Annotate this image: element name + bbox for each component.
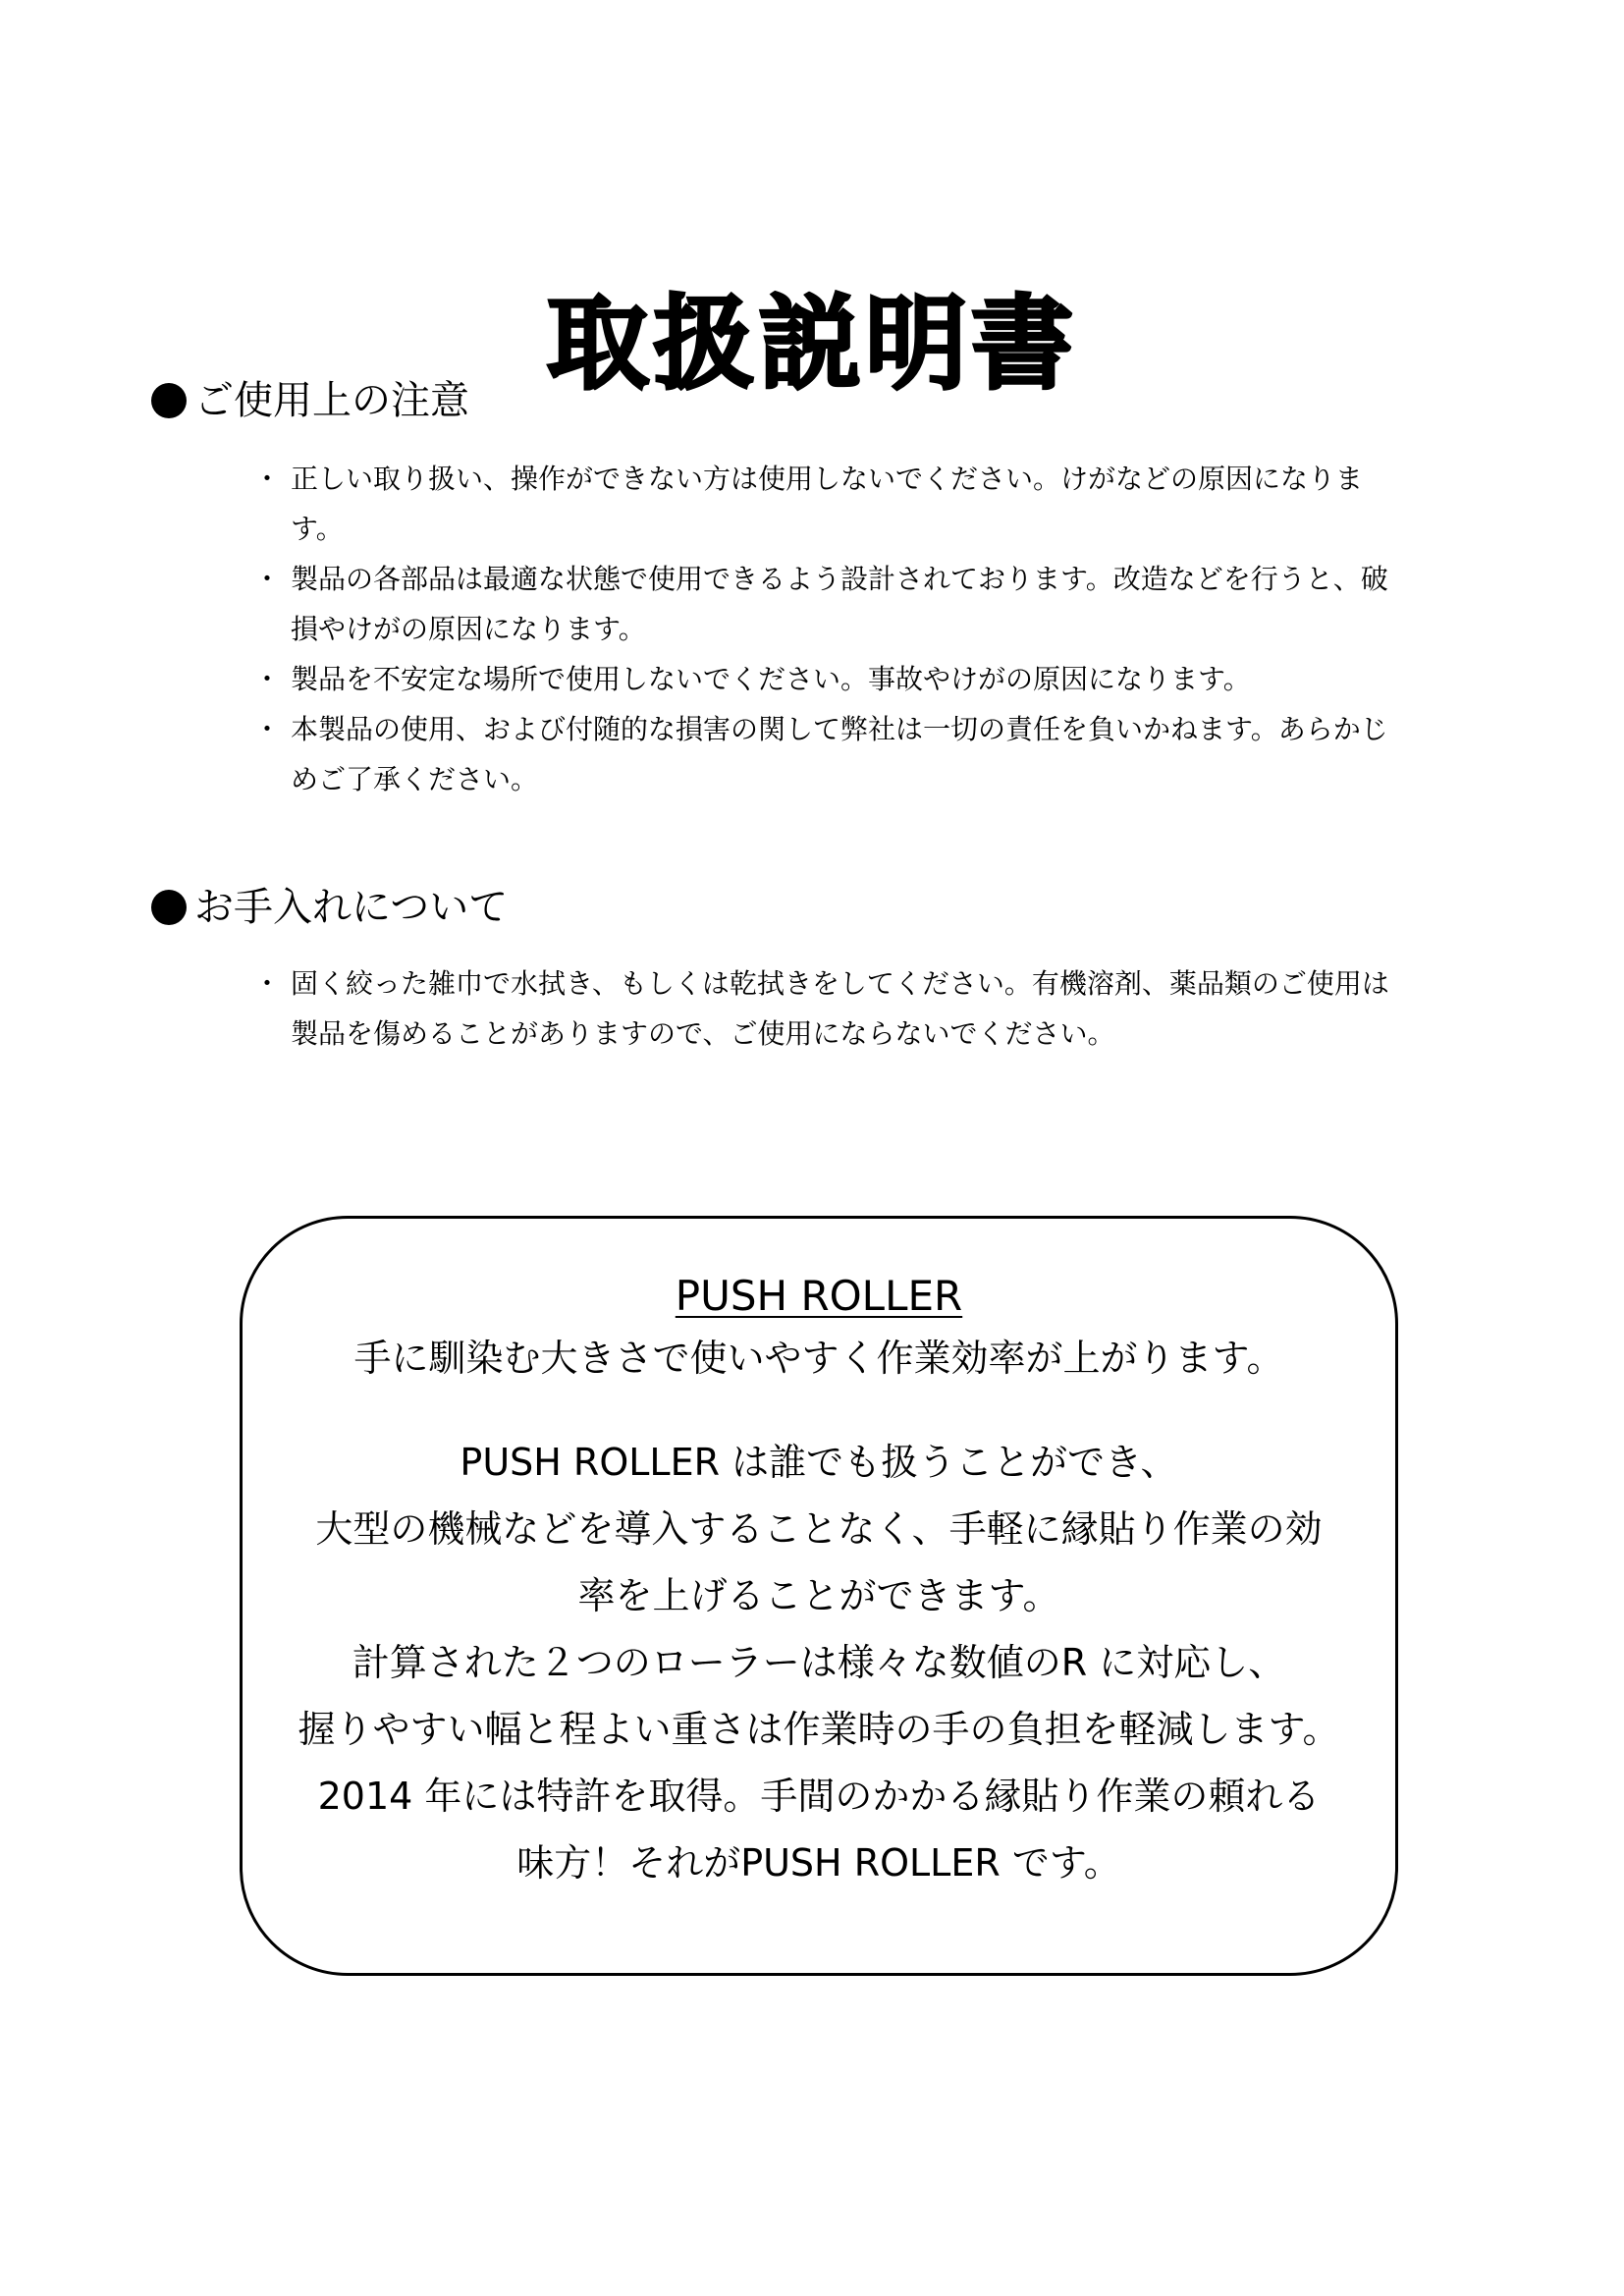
black-circle-bullet-icon: [151, 890, 187, 925]
list-marker: ・: [253, 663, 282, 695]
description-line: 大型の機械などを導入することなく、手軽に縁貼り作業の効: [315, 1507, 1323, 1551]
precautions-list: [253, 454, 1392, 804]
description-line: 手に馴染む大きさで使いやすく作業効率が上がります。: [353, 1337, 1284, 1380]
list-marker: ・: [253, 967, 282, 1000]
description-line: 2014 年には特許を取得。手間のかかる縁貼り作業の頼れる: [317, 1775, 1321, 1818]
list-item-text: 本製品の使用、および付随的な損害の関して弊社は一切の責任を負いかねます。あらかじめご了承ください。: [291, 713, 1388, 795]
list-item-text: 製品の各部品は最適な状態で使用できるよう設計されております。改造などを行うと、破損やけがの原因になります。: [291, 563, 1388, 645]
list-item-text: 製品を不安定な場所で使用しないでください。事故やけがの原因になります。: [291, 663, 1251, 695]
care-list: [253, 958, 1392, 1059]
description-line: 計算された２つのローラーは様々な数値のR に対応し、: [352, 1641, 1286, 1684]
care-heading-text: お手入れについて: [194, 885, 509, 930]
list-marker: ・: [253, 563, 282, 595]
list-item-text: 固く絞った雑巾で水拭き、もしくは乾拭きをしてください。有機溶剤、薬品類のご使用は製品を傷めることがありますので、ご使用にならないでください。: [291, 967, 1389, 1050]
description-line: PUSH ROLLER は誰でも扱うことができ、: [460, 1441, 1178, 1484]
care-section: [145, 878, 1422, 1050]
list-item-text: 正しい取り扱い、操作ができない方は使用しないでください。けがなどの原因になります。: [291, 463, 1364, 545]
precautions-section: [145, 371, 1422, 795]
precautions-heading-text: ご使用上の注意: [194, 378, 469, 423]
description-line: 率を上げることができます。: [577, 1574, 1060, 1617]
page-title: 取扱説明書: [546, 283, 1077, 404]
product-name-title: PUSH ROLLER: [675, 1272, 963, 1320]
list-item: [253, 958, 1392, 1059]
precautions-heading: [145, 371, 1422, 430]
care-heading: [145, 878, 1422, 937]
description-line: 味方！それがPUSH ROLLER です。: [516, 1841, 1121, 1885]
list-item: [253, 654, 1392, 704]
list-marker: ・: [253, 713, 282, 745]
list-item: [253, 554, 1392, 654]
black-circle-bullet-icon: [151, 383, 187, 418]
description-line: 握りやすい幅と程よい重さは作業時の手の負担を軽減します。: [298, 1708, 1340, 1751]
list-item: [253, 454, 1392, 554]
list-item: [253, 704, 1392, 804]
list-marker: ・: [253, 463, 282, 495]
product-description-box: [240, 1216, 1398, 1976]
